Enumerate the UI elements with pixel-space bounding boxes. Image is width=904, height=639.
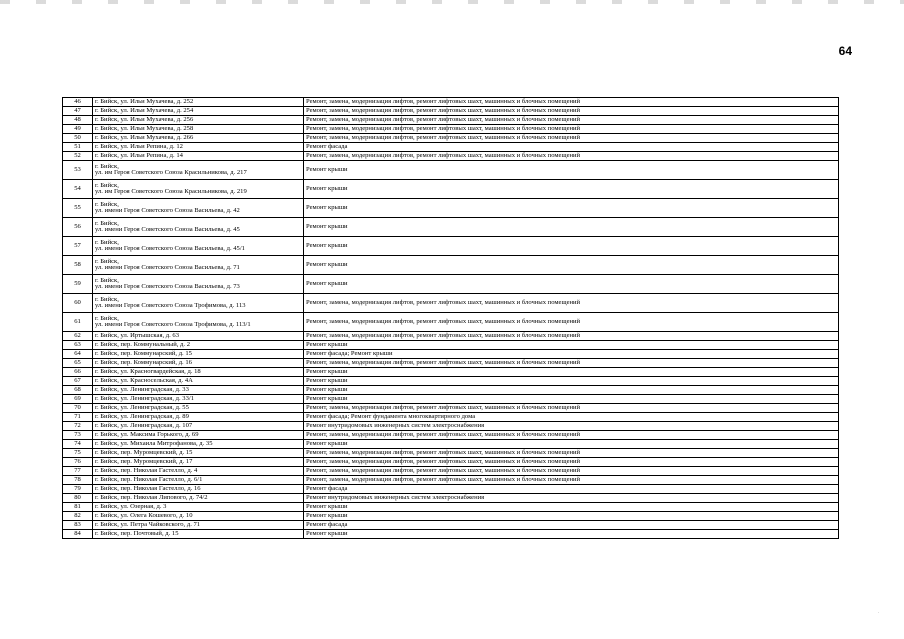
table-row — [63, 377, 839, 386]
work-type-cell: Ремонт крыши — [304, 503, 839, 512]
row-number-cell: 47 — [63, 107, 93, 116]
work-type-cell: Ремонт фасада; Ремонт крыши — [304, 350, 839, 359]
table-row — [63, 116, 839, 125]
work-type-cell: Ремонт, замена, модернизация лифтов, ремонт лифтовых шахт, машинных и блочных помещений — [304, 294, 839, 313]
work-type-cell: Ремонт крыши — [304, 199, 839, 218]
table-row — [63, 368, 839, 377]
address-cell: г. Бийск, ул. Ленинградская, д. 107 — [93, 422, 304, 431]
address-cell: г. Бийск, ул. имени Героя Советского Союза Васильева, д. 45 — [93, 218, 304, 237]
scan-speck: . — [878, 610, 880, 615]
table-row — [63, 199, 839, 218]
address-cell: г. Бийск, ул. имени Героя Советского Союза Васильева, д. 73 — [93, 275, 304, 294]
row-number-cell: 79 — [63, 485, 93, 494]
address-cell: г. Бийск, ул. Максима Горького, д. 69 — [93, 431, 304, 440]
table-row — [63, 440, 839, 449]
row-number-cell: 71 — [63, 413, 93, 422]
work-type-cell: Ремонт крыши — [304, 180, 839, 199]
row-number-cell: 46 — [63, 98, 93, 107]
table-row — [63, 476, 839, 485]
address-cell: г. Бийск, пер. Коммунарский, д. 15 — [93, 350, 304, 359]
row-number-cell: 57 — [63, 237, 93, 256]
address-cell: г. Бийск, ул. Ленинградская, д. 33 — [93, 386, 304, 395]
work-type-cell: Ремонт, замена, модернизация лифтов, ремонт лифтовых шахт, машинных и блочных помещений — [304, 134, 839, 143]
row-number-cell: 54 — [63, 180, 93, 199]
table-row — [63, 107, 839, 116]
address-cell: г. Бийск, ул. имени Героя Советского Союза Трофимова, д. 113 — [93, 294, 304, 313]
table-row — [63, 422, 839, 431]
work-type-cell: Ремонт, замена, модернизация лифтов, ремонт лифтовых шахт, машинных и блочных помещений — [304, 313, 839, 332]
work-type-cell: Ремонт фасада — [304, 143, 839, 152]
table-row — [63, 313, 839, 332]
address-cell: г. Бийск, ул. Ленинградская, д. 89 — [93, 413, 304, 422]
table-row — [63, 395, 839, 404]
address-cell: г. Бийск, ул. им Героя Советского Союза Красильникова, д. 217 — [93, 161, 304, 180]
work-type-cell: Ремонт крыши — [304, 386, 839, 395]
address-cell: г. Бийск, ул. Ильи Репина, д. 12 — [93, 143, 304, 152]
row-number-cell: 48 — [63, 116, 93, 125]
work-type-cell: Ремонт, замена, модернизация лифтов, ремонт лифтовых шахт, машинных и блочных помещений — [304, 125, 839, 134]
row-number-cell: 72 — [63, 422, 93, 431]
table-row — [63, 134, 839, 143]
table-row — [63, 521, 839, 530]
table-row — [63, 530, 839, 539]
address-cell: г. Бийск, пер. Коммунарский, д. 16 — [93, 359, 304, 368]
row-number-cell: 65 — [63, 359, 93, 368]
address-cell: г. Бийск, ул. Ильи Мухачева, д. 256 — [93, 116, 304, 125]
address-cell: г. Бийск, пер. Николая Гастелло, д. 16 — [93, 485, 304, 494]
work-type-cell: Ремонт, замена, модернизация лифтов, ремонт лифтовых шахт, машинных и блочных помещений — [304, 431, 839, 440]
work-type-cell: Ремонт крыши — [304, 440, 839, 449]
row-number-cell: 76 — [63, 458, 93, 467]
row-number-cell: 58 — [63, 256, 93, 275]
address-cell: г. Бийск, пер. Николая Липового, д. 74/2 — [93, 494, 304, 503]
work-type-cell: Ремонт крыши — [304, 341, 839, 350]
row-number-cell: 50 — [63, 134, 93, 143]
work-type-cell: Ремонт крыши — [304, 395, 839, 404]
table-row — [63, 350, 839, 359]
scan-header-artifact — [0, 0, 904, 4]
address-cell: г. Бийск, пер. Николая Гастелло, д. 6/1 — [93, 476, 304, 485]
work-type-cell: Ремонт крыши — [304, 218, 839, 237]
address-cell: г. Бийск, ул. Ильи Мухачева, д. 252 — [93, 98, 304, 107]
table-body — [63, 98, 839, 539]
address-cell: г. Бийск, ул. Петра Чайковского, д. 71 — [93, 521, 304, 530]
address-cell: г. Бийск, ул. Ильи Мухачева, д. 258 — [93, 125, 304, 134]
row-number-cell: 81 — [63, 503, 93, 512]
table-row — [63, 386, 839, 395]
page-number: 64 — [838, 44, 852, 58]
work-type-cell: Ремонт крыши — [304, 237, 839, 256]
address-cell: г. Бийск, ул. имени Героя Советского Союза Васильева, д. 71 — [93, 256, 304, 275]
work-type-cell: Ремонт, замена, модернизация лифтов, ремонт лифтовых шахт, машинных и блочных помещений — [304, 404, 839, 413]
address-cell: г. Бийск, ул. Ленинградская, д. 33/1 — [93, 395, 304, 404]
row-number-cell: 51 — [63, 143, 93, 152]
work-type-cell: Ремонт, замена, модернизация лифтов, ремонт лифтовых шахт, машинных и блочных помещений — [304, 449, 839, 458]
address-cell: г. Бийск, ул. Красногвардейская, д. 18 — [93, 368, 304, 377]
row-number-cell: 56 — [63, 218, 93, 237]
table-row — [63, 294, 839, 313]
row-number-cell: 80 — [63, 494, 93, 503]
row-number-cell: 75 — [63, 449, 93, 458]
row-number-cell: 69 — [63, 395, 93, 404]
row-number-cell: 67 — [63, 377, 93, 386]
address-cell: г. Бийск, ул. имени Героя Советского Союза Васильева, д. 45/1 — [93, 237, 304, 256]
work-type-cell: Ремонт внутридомовых инженерных систем электроснабжения — [304, 422, 839, 431]
table-row — [63, 180, 839, 199]
address-cell: г. Бийск, пер. Муромцевский, д. 17 — [93, 458, 304, 467]
table-row — [63, 161, 839, 180]
address-cell: г. Бийск, ул. имени Героя Советского Союза Васильева, д. 42 — [93, 199, 304, 218]
row-number-cell: 70 — [63, 404, 93, 413]
address-cell: г. Бийск, пер. Почтовый, д. 15 — [93, 530, 304, 539]
row-number-cell: 59 — [63, 275, 93, 294]
row-number-cell: 84 — [63, 530, 93, 539]
address-cell: г. Бийск, ул. Ильи Мухачева, д. 254 — [93, 107, 304, 116]
table-row — [63, 98, 839, 107]
row-number-cell: 77 — [63, 467, 93, 476]
work-type-cell: Ремонт, замена, модернизация лифтов, ремонт лифтовых шахт, машинных и блочных помещений — [304, 98, 839, 107]
row-number-cell: 52 — [63, 152, 93, 161]
table-row — [63, 275, 839, 294]
table-row — [63, 449, 839, 458]
table-row — [63, 237, 839, 256]
row-number-cell: 74 — [63, 440, 93, 449]
row-number-cell: 63 — [63, 341, 93, 350]
row-number-cell: 60 — [63, 294, 93, 313]
work-type-cell: Ремонт крыши — [304, 530, 839, 539]
work-type-cell: Ремонт, замена, модернизация лифтов, ремонт лифтовых шахт, машинных и блочных помещений — [304, 476, 839, 485]
table-row — [63, 256, 839, 275]
table-row — [63, 152, 839, 161]
address-cell: г. Бийск, пер. Николая Гастелло, д. 4 — [93, 467, 304, 476]
work-type-cell: Ремонт крыши — [304, 275, 839, 294]
address-cell: г. Бийск, пер. Муромцевский, д. 15 — [93, 449, 304, 458]
row-number-cell: 73 — [63, 431, 93, 440]
address-cell: г. Бийск, ул. им Героя Советского Союза Красильникова, д. 219 — [93, 180, 304, 199]
address-cell: г. Бийск, ул. Ильи Мухачева, д. 266 — [93, 134, 304, 143]
table-row — [63, 413, 839, 422]
row-number-cell: 83 — [63, 521, 93, 530]
table-row — [63, 512, 839, 521]
address-cell: г. Бийск, ул. Ленинградская, д. 55 — [93, 404, 304, 413]
row-number-cell: 61 — [63, 313, 93, 332]
table-row — [63, 485, 839, 494]
work-type-cell: Ремонт крыши — [304, 256, 839, 275]
row-number-cell: 82 — [63, 512, 93, 521]
table-row — [63, 359, 839, 368]
work-type-cell: Ремонт, замена, модернизация лифтов, ремонт лифтовых шахт, машинных и блочных помещений — [304, 359, 839, 368]
table-row — [63, 467, 839, 476]
work-type-cell: Ремонт, замена, модернизация лифтов, ремонт лифтовых шахт, машинных и блочных помещений — [304, 332, 839, 341]
address-cell: г. Бийск, ул. Михаила Митрофанова, д. 35 — [93, 440, 304, 449]
row-number-cell: 64 — [63, 350, 93, 359]
table-row — [63, 218, 839, 237]
address-cell: г. Бийск, ул. Красносельская, д. 4А — [93, 377, 304, 386]
work-type-cell: Ремонт, замена, модернизация лифтов, ремонт лифтовых шахт, машинных и блочных помещений — [304, 116, 839, 125]
work-type-cell: Ремонт фасада — [304, 521, 839, 530]
address-cell: г. Бийск, ул. Иртышская, д. 63 — [93, 332, 304, 341]
table-row — [63, 431, 839, 440]
row-number-cell: 62 — [63, 332, 93, 341]
table-row — [63, 143, 839, 152]
row-number-cell: 78 — [63, 476, 93, 485]
row-number-cell: 49 — [63, 125, 93, 134]
work-type-cell: Ремонт, замена, модернизация лифтов, ремонт лифтовых шахт, машинных и блочных помещений — [304, 152, 839, 161]
table-row — [63, 341, 839, 350]
address-cell: г. Бийск, ул. Ильи Репина, д. 14 — [93, 152, 304, 161]
work-type-cell: Ремонт, замена, модернизация лифтов, ремонт лифтовых шахт, машинных и блочных помещений — [304, 107, 839, 116]
work-type-cell: Ремонт, замена, модернизация лифтов, ремонт лифтовых шахт, машинных и блочных помещений — [304, 467, 839, 476]
table-row — [63, 494, 839, 503]
table-row — [63, 503, 839, 512]
address-cell: г. Бийск, ул. имени Героя Советского Союза Трофимова, д. 113/1 — [93, 313, 304, 332]
address-cell: г. Бийск, пер. Коммунальный, д. 2 — [93, 341, 304, 350]
row-number-cell: 66 — [63, 368, 93, 377]
row-number-cell: 53 — [63, 161, 93, 180]
address-cell: г. Бийск, ул. Озерная, д. 3 — [93, 503, 304, 512]
work-type-cell: Ремонт крыши — [304, 368, 839, 377]
table-row — [63, 332, 839, 341]
work-type-cell: Ремонт крыши — [304, 377, 839, 386]
work-type-cell: Ремонт крыши — [304, 161, 839, 180]
work-type-cell: Ремонт фасада; Ремонт фундамента многоквартирного дома — [304, 413, 839, 422]
repair-works-table — [62, 97, 839, 539]
row-number-cell: 55 — [63, 199, 93, 218]
work-type-cell: Ремонт внутридомовых инженерных систем электроснабжения — [304, 494, 839, 503]
work-type-cell: Ремонт, замена, модернизация лифтов, ремонт лифтовых шахт, машинных и блочных помещений — [304, 458, 839, 467]
work-type-cell: Ремонт фасада — [304, 485, 839, 494]
work-type-cell: Ремонт крыши — [304, 512, 839, 521]
table-row — [63, 458, 839, 467]
table-row — [63, 125, 839, 134]
row-number-cell: 68 — [63, 386, 93, 395]
address-cell: г. Бийск, ул. Олега Кошевого, д. 10 — [93, 512, 304, 521]
table-row — [63, 404, 839, 413]
